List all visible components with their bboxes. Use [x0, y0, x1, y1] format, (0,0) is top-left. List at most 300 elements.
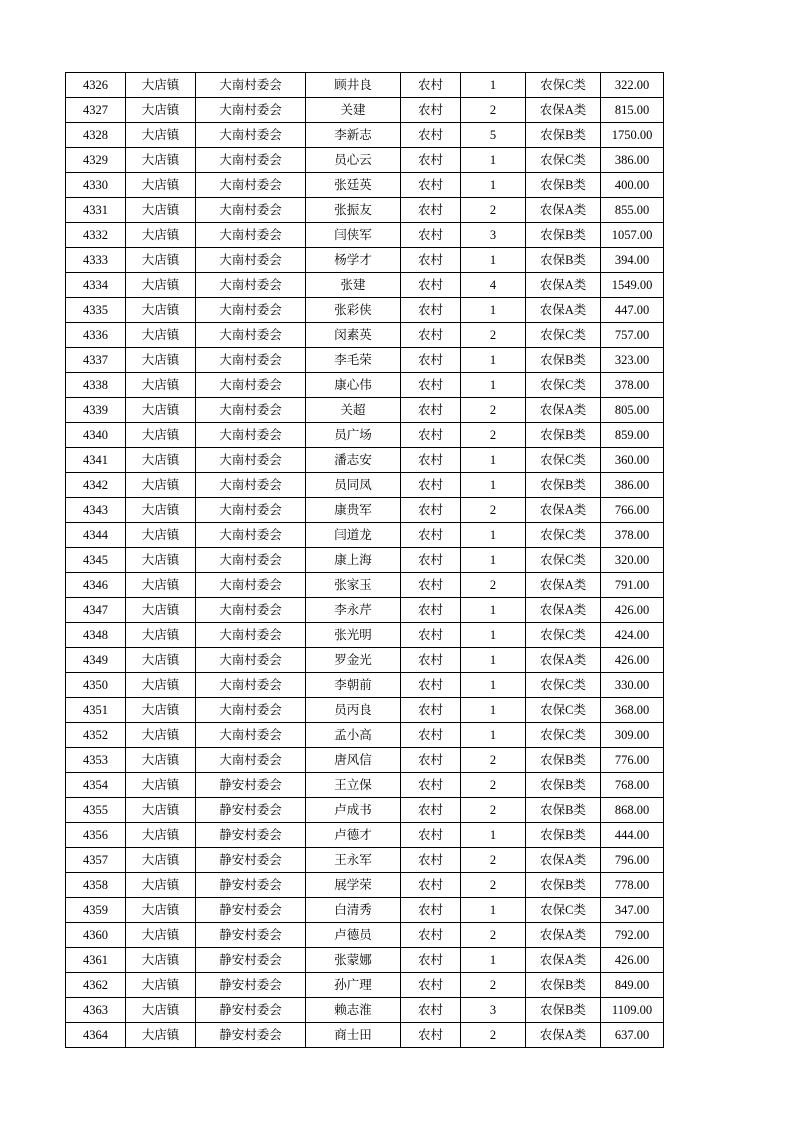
- amount-cell: 309.00: [601, 723, 664, 748]
- category-cell: 农村: [401, 123, 461, 148]
- person-name-cell: 潘志安: [306, 448, 401, 473]
- table-row: [66, 973, 664, 998]
- row-number-cell: 4350: [66, 673, 126, 698]
- person-name-cell: 顾井良: [306, 73, 401, 98]
- person-count-cell: 1: [461, 473, 526, 498]
- person-name-cell: 孟小高: [306, 723, 401, 748]
- table-row: [66, 1023, 664, 1048]
- row-number-cell: 4335: [66, 298, 126, 323]
- village-committee-cell: 大南村委会: [196, 423, 306, 448]
- table-row: [66, 148, 664, 173]
- village-committee-cell: 大南村委会: [196, 173, 306, 198]
- row-number-cell: 4357: [66, 848, 126, 873]
- amount-cell: 776.00: [601, 748, 664, 773]
- insurance-type-cell: 农保C类: [526, 448, 601, 473]
- person-name-cell: 卢德才: [306, 823, 401, 848]
- row-number-cell: 4364: [66, 1023, 126, 1048]
- table-row: [66, 723, 664, 748]
- table-row: [66, 473, 664, 498]
- town-cell: 大店镇: [126, 548, 196, 573]
- person-count-cell: 1: [461, 173, 526, 198]
- insurance-type-cell: 农保C类: [526, 723, 601, 748]
- category-cell: 农村: [401, 248, 461, 273]
- category-cell: 农村: [401, 148, 461, 173]
- amount-cell: 1057.00: [601, 223, 664, 248]
- row-number-cell: 4347: [66, 598, 126, 623]
- category-cell: 农村: [401, 573, 461, 598]
- row-number-cell: 4342: [66, 473, 126, 498]
- insurance-type-cell: 农保C类: [526, 898, 601, 923]
- insurance-type-cell: 农保C类: [526, 73, 601, 98]
- insurance-type-cell: 农保A类: [526, 1023, 601, 1048]
- row-number-cell: 4351: [66, 698, 126, 723]
- row-number-cell: 4358: [66, 873, 126, 898]
- insurance-type-cell: 农保A类: [526, 198, 601, 223]
- category-cell: 农村: [401, 798, 461, 823]
- table-row: [66, 423, 664, 448]
- town-cell: 大店镇: [126, 348, 196, 373]
- amount-cell: 426.00: [601, 648, 664, 673]
- amount-cell: 1109.00: [601, 998, 664, 1023]
- category-cell: 农村: [401, 223, 461, 248]
- category-cell: 农村: [401, 423, 461, 448]
- amount-cell: 849.00: [601, 973, 664, 998]
- insurance-type-cell: 农保B类: [526, 223, 601, 248]
- person-count-cell: 1: [461, 348, 526, 373]
- amount-cell: 347.00: [601, 898, 664, 923]
- amount-cell: 330.00: [601, 673, 664, 698]
- person-name-cell: 李毛荣: [306, 348, 401, 373]
- person-count-cell: 1: [461, 623, 526, 648]
- village-committee-cell: 大南村委会: [196, 98, 306, 123]
- village-committee-cell: 大南村委会: [196, 623, 306, 648]
- person-count-cell: 1: [461, 73, 526, 98]
- person-name-cell: 李永芹: [306, 598, 401, 623]
- village-committee-cell: 大南村委会: [196, 573, 306, 598]
- insurance-type-cell: 农保B类: [526, 348, 601, 373]
- person-name-cell: 张廷英: [306, 173, 401, 198]
- table-row: [66, 73, 664, 98]
- person-name-cell: 罗金光: [306, 648, 401, 673]
- insurance-type-cell: 农保B类: [526, 998, 601, 1023]
- village-committee-cell: 大南村委会: [196, 298, 306, 323]
- town-cell: 大店镇: [126, 448, 196, 473]
- insurance-type-cell: 农保C类: [526, 523, 601, 548]
- person-count-cell: 1: [461, 148, 526, 173]
- amount-cell: 859.00: [601, 423, 664, 448]
- table-row: [66, 548, 664, 573]
- village-committee-cell: 静安村委会: [196, 898, 306, 923]
- town-cell: 大店镇: [126, 273, 196, 298]
- town-cell: 大店镇: [126, 98, 196, 123]
- insurance-type-cell: 农保B类: [526, 973, 601, 998]
- amount-cell: 360.00: [601, 448, 664, 473]
- person-count-cell: 1: [461, 523, 526, 548]
- town-cell: 大店镇: [126, 698, 196, 723]
- village-committee-cell: 静安村委会: [196, 1023, 306, 1048]
- person-count-cell: 1: [461, 698, 526, 723]
- person-count-cell: 2: [461, 798, 526, 823]
- category-cell: 农村: [401, 673, 461, 698]
- table-row: [66, 323, 664, 348]
- table-row: [66, 948, 664, 973]
- category-cell: 农村: [401, 923, 461, 948]
- town-cell: 大店镇: [126, 623, 196, 648]
- person-name-cell: 张光明: [306, 623, 401, 648]
- amount-cell: 320.00: [601, 548, 664, 573]
- person-count-cell: 2: [461, 973, 526, 998]
- insurance-type-cell: 农保A类: [526, 848, 601, 873]
- town-cell: 大店镇: [126, 398, 196, 423]
- category-cell: 农村: [401, 523, 461, 548]
- person-name-cell: 卢成书: [306, 798, 401, 823]
- amount-cell: 868.00: [601, 798, 664, 823]
- amount-cell: 778.00: [601, 873, 664, 898]
- insurance-type-cell: 农保C类: [526, 548, 601, 573]
- table-row: [66, 923, 664, 948]
- row-number-cell: 4330: [66, 173, 126, 198]
- village-committee-cell: 大南村委会: [196, 148, 306, 173]
- person-name-cell: 孙广理: [306, 973, 401, 998]
- person-name-cell: 员广场: [306, 423, 401, 448]
- person-name-cell: 展学荣: [306, 873, 401, 898]
- table-row: [66, 873, 664, 898]
- row-number-cell: 4359: [66, 898, 126, 923]
- table-row: [66, 598, 664, 623]
- category-cell: 农村: [401, 173, 461, 198]
- town-cell: 大店镇: [126, 573, 196, 598]
- person-count-cell: 2: [461, 423, 526, 448]
- row-number-cell: 4331: [66, 198, 126, 223]
- row-number-cell: 4346: [66, 573, 126, 598]
- insurance-type-cell: 农保B类: [526, 823, 601, 848]
- row-number-cell: 4355: [66, 798, 126, 823]
- person-count-cell: 2: [461, 848, 526, 873]
- person-name-cell: 张家玉: [306, 573, 401, 598]
- person-count-cell: 1: [461, 298, 526, 323]
- town-cell: 大店镇: [126, 123, 196, 148]
- person-name-cell: 张彩侠: [306, 298, 401, 323]
- town-cell: 大店镇: [126, 748, 196, 773]
- village-committee-cell: 静安村委会: [196, 948, 306, 973]
- table-row: [66, 523, 664, 548]
- person-name-cell: 白清秀: [306, 898, 401, 923]
- amount-cell: 792.00: [601, 923, 664, 948]
- records-table: [65, 72, 664, 1048]
- town-cell: 大店镇: [126, 848, 196, 873]
- amount-cell: 447.00: [601, 298, 664, 323]
- table-row: [66, 248, 664, 273]
- amount-cell: 855.00: [601, 198, 664, 223]
- person-name-cell: 员心云: [306, 148, 401, 173]
- town-cell: 大店镇: [126, 423, 196, 448]
- village-committee-cell: 大南村委会: [196, 473, 306, 498]
- category-cell: 农村: [401, 973, 461, 998]
- row-number-cell: 4345: [66, 548, 126, 573]
- person-name-cell: 闫侠军: [306, 223, 401, 248]
- town-cell: 大店镇: [126, 798, 196, 823]
- person-count-cell: 2: [461, 198, 526, 223]
- table-row: [66, 498, 664, 523]
- person-name-cell: 闵素英: [306, 323, 401, 348]
- amount-cell: 766.00: [601, 498, 664, 523]
- row-number-cell: 4326: [66, 73, 126, 98]
- amount-cell: 368.00: [601, 698, 664, 723]
- amount-cell: 426.00: [601, 948, 664, 973]
- table-row: [66, 848, 664, 873]
- town-cell: 大店镇: [126, 198, 196, 223]
- row-number-cell: 4334: [66, 273, 126, 298]
- person-name-cell: 员同凤: [306, 473, 401, 498]
- town-cell: 大店镇: [126, 73, 196, 98]
- person-count-cell: 5: [461, 123, 526, 148]
- row-number-cell: 4329: [66, 148, 126, 173]
- category-cell: 农村: [401, 948, 461, 973]
- village-committee-cell: 静安村委会: [196, 798, 306, 823]
- insurance-type-cell: 农保B类: [526, 748, 601, 773]
- insurance-type-cell: 农保B类: [526, 173, 601, 198]
- person-name-cell: 卢德员: [306, 923, 401, 948]
- person-count-cell: 2: [461, 923, 526, 948]
- village-committee-cell: 大南村委会: [196, 223, 306, 248]
- category-cell: 农村: [401, 773, 461, 798]
- person-count-cell: 2: [461, 873, 526, 898]
- table-row: [66, 798, 664, 823]
- village-committee-cell: 静安村委会: [196, 973, 306, 998]
- category-cell: 农村: [401, 873, 461, 898]
- category-cell: 农村: [401, 823, 461, 848]
- village-committee-cell: 大南村委会: [196, 198, 306, 223]
- village-committee-cell: 静安村委会: [196, 873, 306, 898]
- person-count-cell: 1: [461, 648, 526, 673]
- town-cell: 大店镇: [126, 148, 196, 173]
- row-number-cell: 4338: [66, 373, 126, 398]
- category-cell: 农村: [401, 348, 461, 373]
- amount-cell: 322.00: [601, 73, 664, 98]
- table-row: [66, 648, 664, 673]
- village-committee-cell: 大南村委会: [196, 598, 306, 623]
- table-row: [66, 698, 664, 723]
- category-cell: 农村: [401, 373, 461, 398]
- category-cell: 农村: [401, 1023, 461, 1048]
- town-cell: 大店镇: [126, 173, 196, 198]
- village-committee-cell: 大南村委会: [196, 448, 306, 473]
- insurance-type-cell: 农保A类: [526, 398, 601, 423]
- person-count-cell: 1: [461, 448, 526, 473]
- row-number-cell: 4339: [66, 398, 126, 423]
- table-row: [66, 123, 664, 148]
- town-cell: 大店镇: [126, 373, 196, 398]
- row-number-cell: 4336: [66, 323, 126, 348]
- insurance-type-cell: 农保B类: [526, 248, 601, 273]
- amount-cell: 386.00: [601, 473, 664, 498]
- insurance-type-cell: 农保B类: [526, 873, 601, 898]
- insurance-type-cell: 农保C类: [526, 148, 601, 173]
- town-cell: 大店镇: [126, 648, 196, 673]
- table-row: [66, 223, 664, 248]
- table-row: [66, 773, 664, 798]
- table-row: [66, 623, 664, 648]
- insurance-type-cell: 农保B类: [526, 798, 601, 823]
- town-cell: 大店镇: [126, 223, 196, 248]
- village-committee-cell: 静安村委会: [196, 923, 306, 948]
- village-committee-cell: 大南村委会: [196, 348, 306, 373]
- town-cell: 大店镇: [126, 823, 196, 848]
- village-committee-cell: 大南村委会: [196, 398, 306, 423]
- village-committee-cell: 大南村委会: [196, 373, 306, 398]
- person-name-cell: 张振友: [306, 198, 401, 223]
- town-cell: 大店镇: [126, 473, 196, 498]
- town-cell: 大店镇: [126, 248, 196, 273]
- person-name-cell: 赖志淮: [306, 998, 401, 1023]
- insurance-type-cell: 农保C类: [526, 698, 601, 723]
- amount-cell: 757.00: [601, 323, 664, 348]
- person-name-cell: 杨学才: [306, 248, 401, 273]
- person-name-cell: 闫道龙: [306, 523, 401, 548]
- person-name-cell: 关建: [306, 98, 401, 123]
- insurance-type-cell: 农保B类: [526, 773, 601, 798]
- table-row: [66, 748, 664, 773]
- person-name-cell: 李朝前: [306, 673, 401, 698]
- person-name-cell: 张建: [306, 273, 401, 298]
- town-cell: 大店镇: [126, 323, 196, 348]
- category-cell: 农村: [401, 198, 461, 223]
- category-cell: 农村: [401, 323, 461, 348]
- insurance-type-cell: 农保A类: [526, 273, 601, 298]
- village-committee-cell: 大南村委会: [196, 248, 306, 273]
- insurance-type-cell: 农保C类: [526, 373, 601, 398]
- insurance-type-cell: 农保C类: [526, 323, 601, 348]
- row-number-cell: 4360: [66, 923, 126, 948]
- table-row: [66, 898, 664, 923]
- person-count-cell: 2: [461, 398, 526, 423]
- person-name-cell: 王立保: [306, 773, 401, 798]
- person-count-cell: 3: [461, 998, 526, 1023]
- village-committee-cell: 静安村委会: [196, 998, 306, 1023]
- village-committee-cell: 大南村委会: [196, 323, 306, 348]
- insurance-type-cell: 农保A类: [526, 298, 601, 323]
- person-name-cell: 唐风信: [306, 748, 401, 773]
- table-row: [66, 198, 664, 223]
- insurance-type-cell: 农保B类: [526, 123, 601, 148]
- category-cell: 农村: [401, 273, 461, 298]
- person-name-cell: 关超: [306, 398, 401, 423]
- category-cell: 农村: [401, 898, 461, 923]
- row-number-cell: 4344: [66, 523, 126, 548]
- table-row: [66, 998, 664, 1023]
- town-cell: 大店镇: [126, 773, 196, 798]
- person-name-cell: 张蒙娜: [306, 948, 401, 973]
- category-cell: 农村: [401, 698, 461, 723]
- village-committee-cell: 大南村委会: [196, 698, 306, 723]
- person-count-cell: 2: [461, 773, 526, 798]
- town-cell: 大店镇: [126, 873, 196, 898]
- village-committee-cell: 大南村委会: [196, 648, 306, 673]
- table-row: [66, 173, 664, 198]
- amount-cell: 768.00: [601, 773, 664, 798]
- person-count-cell: 2: [461, 98, 526, 123]
- person-count-cell: 1: [461, 248, 526, 273]
- person-count-cell: 1: [461, 548, 526, 573]
- village-committee-cell: 大南村委会: [196, 673, 306, 698]
- row-number-cell: 4333: [66, 248, 126, 273]
- insurance-type-cell: 农保C类: [526, 673, 601, 698]
- person-count-cell: 2: [461, 573, 526, 598]
- row-number-cell: 4341: [66, 448, 126, 473]
- row-number-cell: 4327: [66, 98, 126, 123]
- row-number-cell: 4328: [66, 123, 126, 148]
- town-cell: 大店镇: [126, 498, 196, 523]
- person-name-cell: 康心伟: [306, 373, 401, 398]
- insurance-type-cell: 农保A类: [526, 923, 601, 948]
- category-cell: 农村: [401, 298, 461, 323]
- insurance-type-cell: 农保A类: [526, 98, 601, 123]
- person-count-cell: 2: [461, 498, 526, 523]
- table-row: [66, 348, 664, 373]
- town-cell: 大店镇: [126, 898, 196, 923]
- village-committee-cell: 大南村委会: [196, 723, 306, 748]
- town-cell: 大店镇: [126, 298, 196, 323]
- insurance-type-cell: 农保A类: [526, 498, 601, 523]
- amount-cell: 400.00: [601, 173, 664, 198]
- town-cell: 大店镇: [126, 948, 196, 973]
- person-count-cell: 1: [461, 823, 526, 848]
- town-cell: 大店镇: [126, 1023, 196, 1048]
- category-cell: 农村: [401, 73, 461, 98]
- person-count-cell: 1: [461, 723, 526, 748]
- village-committee-cell: 静安村委会: [196, 773, 306, 798]
- category-cell: 农村: [401, 398, 461, 423]
- row-number-cell: 4340: [66, 423, 126, 448]
- amount-cell: 426.00: [601, 598, 664, 623]
- village-committee-cell: 大南村委会: [196, 748, 306, 773]
- row-number-cell: 4337: [66, 348, 126, 373]
- village-committee-cell: 静安村委会: [196, 823, 306, 848]
- row-number-cell: 4353: [66, 748, 126, 773]
- person-name-cell: 康贵军: [306, 498, 401, 523]
- category-cell: 农村: [401, 723, 461, 748]
- amount-cell: 386.00: [601, 148, 664, 173]
- amount-cell: 444.00: [601, 823, 664, 848]
- person-count-cell: 2: [461, 1023, 526, 1048]
- row-number-cell: 4349: [66, 648, 126, 673]
- amount-cell: 805.00: [601, 398, 664, 423]
- town-cell: 大店镇: [126, 973, 196, 998]
- village-committee-cell: 大南村委会: [196, 273, 306, 298]
- category-cell: 农村: [401, 848, 461, 873]
- town-cell: 大店镇: [126, 923, 196, 948]
- person-name-cell: 商士田: [306, 1023, 401, 1048]
- category-cell: 农村: [401, 548, 461, 573]
- person-name-cell: 李新志: [306, 123, 401, 148]
- records-table-body: [66, 73, 664, 1048]
- category-cell: 农村: [401, 498, 461, 523]
- category-cell: 农村: [401, 448, 461, 473]
- village-committee-cell: 大南村委会: [196, 548, 306, 573]
- town-cell: 大店镇: [126, 523, 196, 548]
- person-count-cell: 1: [461, 373, 526, 398]
- town-cell: 大店镇: [126, 598, 196, 623]
- table-row: [66, 398, 664, 423]
- amount-cell: 323.00: [601, 348, 664, 373]
- person-count-cell: 1: [461, 598, 526, 623]
- person-count-cell: 4: [461, 273, 526, 298]
- table-row: [66, 573, 664, 598]
- person-name-cell: 员丙良: [306, 698, 401, 723]
- person-name-cell: 康上海: [306, 548, 401, 573]
- insurance-type-cell: 农保B类: [526, 473, 601, 498]
- amount-cell: 394.00: [601, 248, 664, 273]
